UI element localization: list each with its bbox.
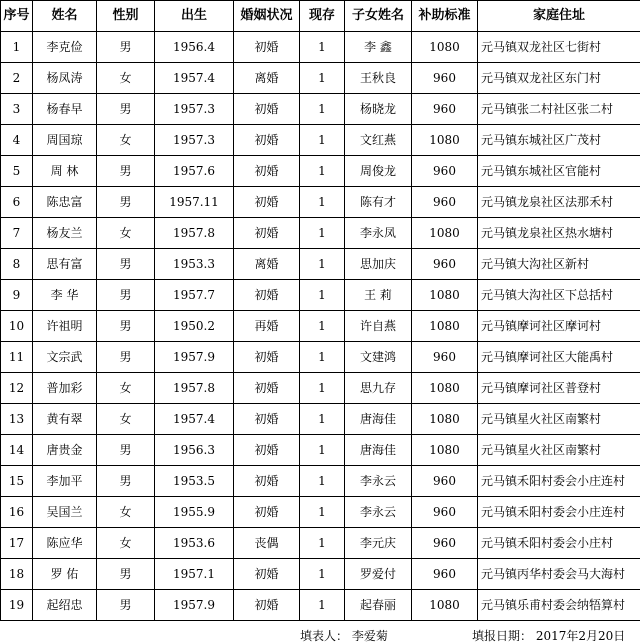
table-row bbox=[1, 156, 640, 187]
index-cell: 12 bbox=[1, 373, 33, 404]
address-cell: 元马镇摩诃社区摩诃村 bbox=[478, 311, 640, 342]
address-cell: 元马镇禾阳村委会小庄村 bbox=[478, 528, 640, 559]
gender-cell: 女 bbox=[97, 63, 155, 94]
name-cell: 陈忠富 bbox=[33, 187, 97, 218]
gender-cell: 女 bbox=[97, 528, 155, 559]
surviving-cell: 1 bbox=[300, 280, 345, 311]
address-cell: 元马镇东城社区官能村 bbox=[478, 156, 640, 187]
birth-cell: 1956.3 bbox=[155, 435, 234, 466]
index-cell: 7 bbox=[1, 218, 33, 249]
header-surviving: 现存 bbox=[300, 1, 345, 32]
birth-cell: 1950.2 bbox=[155, 311, 234, 342]
child-name-cell: 李永云 bbox=[345, 466, 412, 497]
child-name-cell: 李 鑫 bbox=[345, 32, 412, 63]
surviving-cell: 1 bbox=[300, 218, 345, 249]
address-cell: 元马镇星火社区南繁村 bbox=[478, 404, 640, 435]
header-name: 姓名 bbox=[33, 1, 97, 32]
gender-cell: 女 bbox=[97, 373, 155, 404]
name-cell: 黄有翠 bbox=[33, 404, 97, 435]
index-cell: 5 bbox=[1, 156, 33, 187]
surviving-cell: 1 bbox=[300, 404, 345, 435]
child-name-cell: 文红燕 bbox=[345, 125, 412, 156]
gender-cell: 男 bbox=[97, 94, 155, 125]
surviving-cell: 1 bbox=[300, 249, 345, 280]
index-cell: 13 bbox=[1, 404, 33, 435]
table-row bbox=[1, 466, 640, 497]
table-row bbox=[1, 94, 640, 125]
surviving-cell: 1 bbox=[300, 342, 345, 373]
name-cell: 罗 佑 bbox=[33, 559, 97, 590]
birth-cell: 1953.5 bbox=[155, 466, 234, 497]
table-row bbox=[1, 125, 640, 156]
child-name-cell: 思加庆 bbox=[345, 249, 412, 280]
birth-cell: 1957.8 bbox=[155, 373, 234, 404]
name-cell: 文宗武 bbox=[33, 342, 97, 373]
marital-cell: 再婚 bbox=[234, 311, 300, 342]
address-cell: 元马镇摩诃社区大能禹村 bbox=[478, 342, 640, 373]
marital-cell: 丧偶 bbox=[234, 528, 300, 559]
address-cell: 元马镇摩诃社区普登村 bbox=[478, 373, 640, 404]
birth-cell: 1957.4 bbox=[155, 404, 234, 435]
gender-cell: 女 bbox=[97, 404, 155, 435]
name-cell: 许祖明 bbox=[33, 311, 97, 342]
surviving-cell: 1 bbox=[300, 311, 345, 342]
birth-cell: 1957.7 bbox=[155, 280, 234, 311]
surviving-cell: 1 bbox=[300, 559, 345, 590]
gender-cell: 男 bbox=[97, 32, 155, 63]
marital-cell: 初婚 bbox=[234, 32, 300, 63]
birth-cell: 1957.1 bbox=[155, 559, 234, 590]
address-cell: 元马镇双龙社区七街村 bbox=[478, 32, 640, 63]
table-row bbox=[1, 63, 640, 94]
index-cell: 15 bbox=[1, 466, 33, 497]
gender-cell: 男 bbox=[97, 280, 155, 311]
address-cell: 元马镇张二村社区张二村 bbox=[478, 94, 640, 125]
surviving-cell: 1 bbox=[300, 125, 345, 156]
address-cell: 元马镇大沟社区下总括村 bbox=[478, 280, 640, 311]
name-cell: 陈应华 bbox=[33, 528, 97, 559]
gender-cell: 女 bbox=[97, 125, 155, 156]
table-row bbox=[1, 32, 640, 63]
surviving-cell: 1 bbox=[300, 528, 345, 559]
address-cell: 元马镇禾阳村委会小庄连村 bbox=[478, 466, 640, 497]
marital-cell: 初婚 bbox=[234, 497, 300, 528]
table-row bbox=[1, 280, 640, 311]
index-cell: 4 bbox=[1, 125, 33, 156]
marital-cell: 初婚 bbox=[234, 373, 300, 404]
marital-cell: 初婚 bbox=[234, 342, 300, 373]
child-name-cell: 陈有才 bbox=[345, 187, 412, 218]
table-row bbox=[1, 404, 640, 435]
address-cell: 元马镇双龙社区东门村 bbox=[478, 63, 640, 94]
birth-cell: 1957.9 bbox=[155, 342, 234, 373]
gender-cell: 男 bbox=[97, 559, 155, 590]
gender-cell: 男 bbox=[97, 342, 155, 373]
child-name-cell: 周俊龙 bbox=[345, 156, 412, 187]
name-cell: 吴国兰 bbox=[33, 497, 97, 528]
table-row bbox=[1, 187, 640, 218]
table-row bbox=[1, 249, 640, 280]
subsidy-cell: 960 bbox=[412, 466, 478, 497]
header-gender: 性别 bbox=[97, 1, 155, 32]
marital-cell: 初婚 bbox=[234, 590, 300, 621]
table-row bbox=[1, 373, 640, 404]
marital-cell: 离婚 bbox=[234, 63, 300, 94]
birth-cell: 1953.6 bbox=[155, 528, 234, 559]
child-name-cell: 许自燕 bbox=[345, 311, 412, 342]
header-subsidy: 补助标准 bbox=[412, 1, 478, 32]
marital-cell: 初婚 bbox=[234, 156, 300, 187]
surviving-cell: 1 bbox=[300, 466, 345, 497]
birth-cell: 1957.9 bbox=[155, 590, 234, 621]
address-cell: 元马镇龙泉社区热水塘村 bbox=[478, 218, 640, 249]
gender-cell: 男 bbox=[97, 311, 155, 342]
subsidy-cell: 960 bbox=[412, 187, 478, 218]
address-cell: 元马镇东城社区广茂村 bbox=[478, 125, 640, 156]
gender-cell: 男 bbox=[97, 156, 155, 187]
index-cell: 17 bbox=[1, 528, 33, 559]
subsidy-cell: 1080 bbox=[412, 404, 478, 435]
table-row bbox=[1, 342, 640, 373]
index-cell: 14 bbox=[1, 435, 33, 466]
subsidy-cell: 1080 bbox=[412, 280, 478, 311]
child-name-cell: 王 莉 bbox=[345, 280, 412, 311]
header-marital-status: 婚姻状况 bbox=[234, 1, 300, 32]
surviving-cell: 1 bbox=[300, 187, 345, 218]
surviving-cell: 1 bbox=[300, 94, 345, 125]
index-cell: 19 bbox=[1, 590, 33, 621]
subsidy-cell: 1080 bbox=[412, 218, 478, 249]
table-body bbox=[1, 32, 640, 621]
name-cell: 唐贵金 bbox=[33, 435, 97, 466]
birth-cell: 1953.3 bbox=[155, 249, 234, 280]
index-cell: 16 bbox=[1, 497, 33, 528]
table-row bbox=[1, 218, 640, 249]
subsidy-cell: 960 bbox=[412, 249, 478, 280]
subsidy-cell: 960 bbox=[412, 528, 478, 559]
child-name-cell: 李永凤 bbox=[345, 218, 412, 249]
child-name-cell: 思九存 bbox=[345, 373, 412, 404]
subsidy-cell: 1080 bbox=[412, 125, 478, 156]
birth-cell: 1957.6 bbox=[155, 156, 234, 187]
marital-cell: 初婚 bbox=[234, 125, 300, 156]
subsidy-cell: 1080 bbox=[412, 435, 478, 466]
child-name-cell: 唐海佳 bbox=[345, 435, 412, 466]
birth-cell: 1956.4 bbox=[155, 32, 234, 63]
index-cell: 9 bbox=[1, 280, 33, 311]
birth-cell: 1957.3 bbox=[155, 94, 234, 125]
gender-cell: 男 bbox=[97, 249, 155, 280]
address-cell: 元马镇龙泉社区法那禾村 bbox=[478, 187, 640, 218]
header-row bbox=[1, 1, 640, 32]
birth-cell: 1957.11 bbox=[155, 187, 234, 218]
name-cell: 普加彩 bbox=[33, 373, 97, 404]
address-cell: 元马镇大沟社区新村 bbox=[478, 249, 640, 280]
header-birth: 出生 bbox=[155, 1, 234, 32]
name-cell: 起绍忠 bbox=[33, 590, 97, 621]
surviving-cell: 1 bbox=[300, 32, 345, 63]
gender-cell: 女 bbox=[97, 218, 155, 249]
subsidy-cell: 960 bbox=[412, 497, 478, 528]
index-cell: 8 bbox=[1, 249, 33, 280]
footer bbox=[0, 627, 640, 643]
header-index: 序号 bbox=[1, 1, 33, 32]
marital-cell: 初婚 bbox=[234, 218, 300, 249]
child-name-cell: 罗爱付 bbox=[345, 559, 412, 590]
table-row bbox=[1, 497, 640, 528]
birth-cell: 1955.9 bbox=[155, 497, 234, 528]
subsidy-cell: 960 bbox=[412, 342, 478, 373]
surviving-cell: 1 bbox=[300, 63, 345, 94]
surviving-cell: 1 bbox=[300, 497, 345, 528]
name-cell: 李克俭 bbox=[33, 32, 97, 63]
name-cell: 李加平 bbox=[33, 466, 97, 497]
subsidy-cell: 960 bbox=[412, 559, 478, 590]
surviving-cell: 1 bbox=[300, 435, 345, 466]
child-name-cell: 杨晓龙 bbox=[345, 94, 412, 125]
index-cell: 11 bbox=[1, 342, 33, 373]
address-cell: 元马镇禾阳村委会小庄连村 bbox=[478, 497, 640, 528]
form-filler: 填表人： 李爱菊 bbox=[300, 629, 388, 643]
name-cell: 杨春早 bbox=[33, 94, 97, 125]
table-row bbox=[1, 311, 640, 342]
child-name-cell: 李元庆 bbox=[345, 528, 412, 559]
index-cell: 3 bbox=[1, 94, 33, 125]
index-cell: 1 bbox=[1, 32, 33, 63]
name-cell: 杨凤涛 bbox=[33, 63, 97, 94]
gender-cell: 男 bbox=[97, 466, 155, 497]
address-cell: 元马镇丙华村委会马大海村 bbox=[478, 559, 640, 590]
header-address: 家庭住址 bbox=[478, 1, 640, 32]
header-child-name: 子女姓名 bbox=[345, 1, 412, 32]
index-cell: 6 bbox=[1, 187, 33, 218]
table-row bbox=[1, 559, 640, 590]
birth-cell: 1957.4 bbox=[155, 63, 234, 94]
marital-cell: 初婚 bbox=[234, 404, 300, 435]
fill-date: 填报日期： 2017年2月20日 bbox=[472, 629, 626, 643]
gender-cell: 男 bbox=[97, 435, 155, 466]
table-row bbox=[1, 590, 640, 621]
index-cell: 18 bbox=[1, 559, 33, 590]
name-cell: 思有富 bbox=[33, 249, 97, 280]
child-name-cell: 文建鸿 bbox=[345, 342, 412, 373]
surviving-cell: 1 bbox=[300, 590, 345, 621]
child-name-cell: 唐海佳 bbox=[345, 404, 412, 435]
index-cell: 10 bbox=[1, 311, 33, 342]
marital-cell: 初婚 bbox=[234, 187, 300, 218]
table-row bbox=[1, 435, 640, 466]
subsidy-cell: 1080 bbox=[412, 311, 478, 342]
subsidy-cell: 1080 bbox=[412, 590, 478, 621]
name-cell: 周 林 bbox=[33, 156, 97, 187]
subsidy-cell: 1080 bbox=[412, 32, 478, 63]
surviving-cell: 1 bbox=[300, 373, 345, 404]
name-cell: 周国琼 bbox=[33, 125, 97, 156]
subsidy-cell: 1080 bbox=[412, 373, 478, 404]
address-cell: 元马镇星火社区南繁村 bbox=[478, 435, 640, 466]
gender-cell: 男 bbox=[97, 590, 155, 621]
surviving-cell: 1 bbox=[300, 156, 345, 187]
address-cell: 元马镇乐甫村委会纳牾算村 bbox=[478, 590, 640, 621]
child-name-cell: 起春丽 bbox=[345, 590, 412, 621]
subsidy-cell: 960 bbox=[412, 63, 478, 94]
name-cell: 李 华 bbox=[33, 280, 97, 311]
marital-cell: 初婚 bbox=[234, 559, 300, 590]
child-name-cell: 李永云 bbox=[345, 497, 412, 528]
table-row bbox=[1, 528, 640, 559]
index-cell: 2 bbox=[1, 63, 33, 94]
child-name-cell: 王秋良 bbox=[345, 63, 412, 94]
subsidy-cell: 960 bbox=[412, 94, 478, 125]
marital-cell: 初婚 bbox=[234, 280, 300, 311]
gender-cell: 女 bbox=[97, 497, 155, 528]
marital-cell: 初婚 bbox=[234, 466, 300, 497]
marital-cell: 初婚 bbox=[234, 94, 300, 125]
gender-cell: 男 bbox=[97, 187, 155, 218]
marital-cell: 离婚 bbox=[234, 249, 300, 280]
birth-cell: 1957.8 bbox=[155, 218, 234, 249]
subsidy-cell: 960 bbox=[412, 156, 478, 187]
name-cell: 杨友兰 bbox=[33, 218, 97, 249]
birth-cell: 1957.3 bbox=[155, 125, 234, 156]
marital-cell: 初婚 bbox=[234, 435, 300, 466]
